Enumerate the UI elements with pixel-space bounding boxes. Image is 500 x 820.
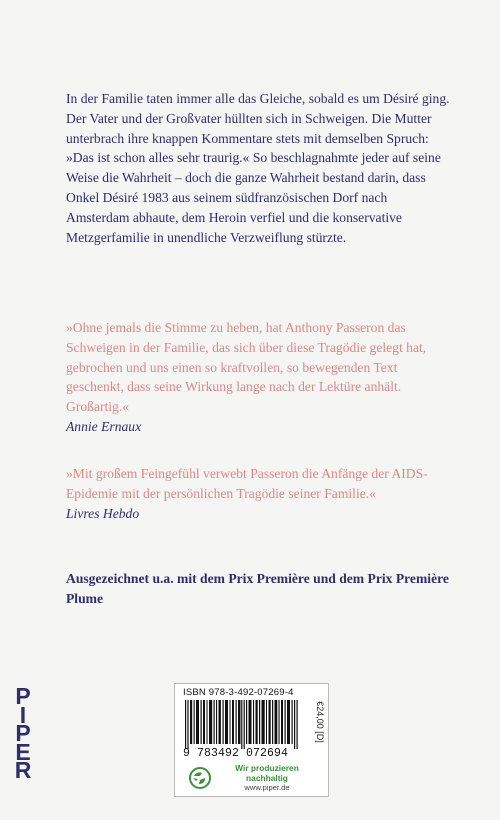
logo-letter: R <box>14 757 32 783</box>
eco-text <box>227 764 307 793</box>
logo-letter: I <box>19 701 27 728</box>
quote-author: Annie Ernaux <box>66 418 142 434</box>
logo-letter: P <box>15 683 31 709</box>
review-quote <box>66 464 451 523</box>
quote-text: »Mit großem Feingefühl verwebt Passeron die Anfänge der AIDS-Epidemie mit der persönlichen Tragödie seiner Familie.« <box>66 466 428 501</box>
review-quote <box>66 318 451 437</box>
barcode-label <box>174 683 329 797</box>
eco-badge <box>181 764 321 792</box>
price-label: €24,00 [D] <box>314 701 325 743</box>
quote-author: Livres Hebdo <box>66 505 140 521</box>
isbn-label: ISBN 978-3-492-07269-4 <box>183 687 294 698</box>
eco-line1: Wir produzieren <box>235 763 299 773</box>
eco-line2: nachhaltig <box>246 772 288 783</box>
publisher-logo <box>8 683 38 783</box>
quote-text: »Ohne jemals die Stimme zu heben, hat Anthony Passeron das Schweigen in der Familie, das sich über diese Tragödie gelegt hat, gebrochen und uns einen so kraftvollen, so bewegenden Text geschenkt, dass seine Wirkung lange nach der Lektüre anhält. Großartig.« <box>66 320 427 415</box>
blurb-text: In der Familie taten immer alle das Gleiche, sobald es um Désiré ging. Der Vater und der Großvater hüllten sich in Schweigen. Die Mutter unterbrach ihre knappen Kommentare stets mit demselben Spruch: »Das ist schon alles sehr traurig.« So beschlagnahmte jeder auf seine Weise die Wahrheit – doch die ganze Wahrheit bestand darin, dass Onkel Désiré 1983 aus seinem südfranzösischen Dorf nach Amsterdam abhaute, dem Heroin verfiel und die konservative Metzgerfamilie in unendliche Verzweiflung stürzte. <box>66 91 450 245</box>
eco-url: www.piper.de <box>244 783 290 792</box>
recycle-globe-icon <box>187 766 213 790</box>
logo-letter: P <box>15 720 31 746</box>
logo-letter: E <box>15 738 31 765</box>
barcode-number: 9 783492 072694 <box>183 747 289 760</box>
award-text: Ausgezeichnet u.a. mit dem Prix Première und dem Prix Première Plume <box>66 571 449 606</box>
barcode-icon <box>185 700 300 749</box>
